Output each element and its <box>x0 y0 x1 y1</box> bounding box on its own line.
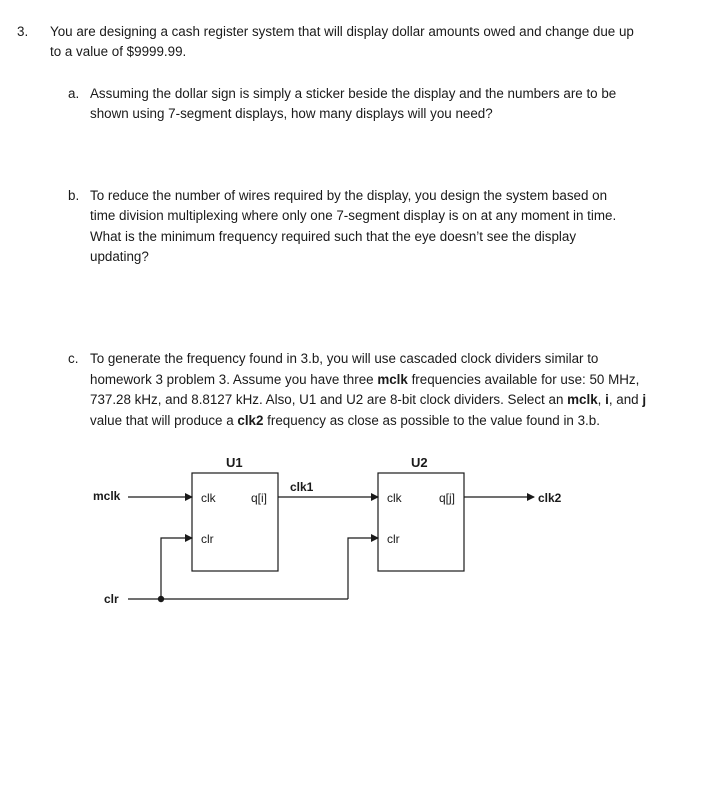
u2-out-pin: q[j] <box>439 491 456 505</box>
part-b-line-2: time division multiplexing where only one 7-segment display is on at any moment in time. <box>90 208 617 223</box>
u2-clk-pin: clk <box>387 491 402 505</box>
question-text-line-2: to a value of $9999.99. <box>50 44 187 59</box>
part-a-label: a. <box>68 86 80 101</box>
clk1-label: clk1 <box>290 480 314 494</box>
part-b-label: b. <box>68 188 80 203</box>
part-b-line-4: updating? <box>90 249 149 264</box>
clr-to-u1-wire <box>161 538 192 599</box>
part-c-line-3-a: 737.28 kHz, and 8.8127 kHz. Also, U1 and U2 are 8-bit clock dividers. Select an <box>90 392 568 407</box>
u1-clk-pin: clk <box>201 491 216 505</box>
junction-dot <box>158 596 164 602</box>
part-c-line-3-bold-j: j <box>642 392 647 407</box>
part-c-line-4-bold: clk2 <box>237 413 264 428</box>
part-c-line-2-bold: mclk <box>377 372 408 387</box>
part-c-line-3-sep-2: , and <box>608 392 643 407</box>
question-text-line-1: You are designing a cash register system that will display dollar amounts owed and change due up <box>50 24 634 39</box>
question-number: 3. <box>17 24 29 39</box>
part-c-line-3-bold-mclk: mclk <box>567 392 598 407</box>
part-b-line-1: To reduce the number of wires required by the display, you design the system based on <box>90 188 608 203</box>
u2-label: U2 <box>411 455 428 470</box>
clr-to-u2-wire <box>348 538 378 599</box>
u2-clr-pin: clr <box>387 532 400 546</box>
u1-label: U1 <box>226 455 243 470</box>
part-c-line-1: To generate the frequency found in 3.b, you will use cascaded clock dividers similar to <box>90 351 599 366</box>
part-c-line-2-b: frequencies available for use: 50 MHz, <box>407 372 640 387</box>
part-c-line-4-a: value that will produce a <box>90 413 238 428</box>
part-a-line-2: shown using 7-segment displays, how many displays will you need? <box>90 106 493 121</box>
mclk-label: mclk <box>93 489 121 503</box>
u1-out-pin: q[i] <box>251 491 268 505</box>
u2-box <box>378 473 464 571</box>
clr-label: clr <box>104 592 119 606</box>
u1-box <box>192 473 278 571</box>
u1-clr-pin: clr <box>201 532 214 546</box>
part-c-line-3-bold-i: i <box>605 392 609 407</box>
part-c-line-2-a: homework 3 problem 3. Assume you have three <box>90 372 378 387</box>
clk2-label: clk2 <box>538 491 562 505</box>
part-a-line-1: Assuming the dollar sign is simply a sticker beside the display and the numbers are to be <box>90 86 617 101</box>
part-c-line-4-b: frequency as close as possible to the value found in 3.b. <box>263 413 600 428</box>
part-c-line-3-sep-1: , <box>597 392 606 407</box>
part-b-line-3: What is the minimum frequency required such that the eye doesn’t see the display <box>90 229 577 244</box>
part-c-label: c. <box>68 351 79 366</box>
